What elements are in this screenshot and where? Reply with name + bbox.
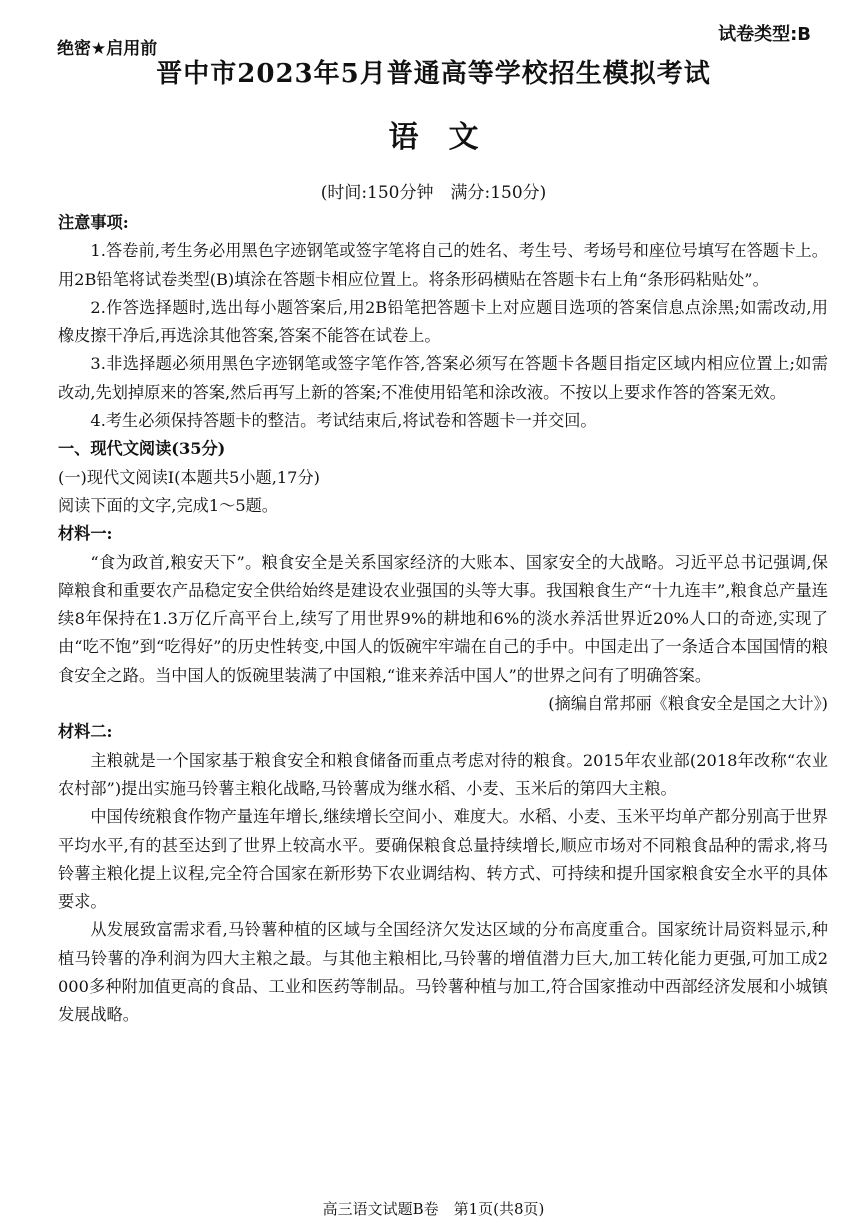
reading-instruction: 阅读下面的文字,完成1～5题。: [58, 495, 278, 515]
notice-item-2: 2.作答选择题时,选出每小题答案后,用2B铅笔把答题卡上对应题目选项的答案信息点涂黑;如需改动,用橡皮擦干净后,再选涂其他答案,答案不能答在试卷上。: [58, 297, 828, 346]
sub-section-heading: (一)现代文阅读Ⅰ(本题共5小题,17分): [58, 467, 320, 487]
notice-item-4: 4.考生必须保持答题卡的整洁。考试结束后,将试卷和答题卡一并交回。: [90, 411, 597, 431]
material-2-label: 材料二:: [58, 722, 113, 742]
material-2-paragraph-3: 从发展致富需求看,马铃薯种植的区域与全国经济欠发达区域的分布高度重合。国家统计局资料显示,种植马铃薯的净利润为四大主粮之最。与其他主粮相比,马铃薯的增值潜力巨大,加工转化能力更强,可加工成2 000多种附加值更高的食品、工业和医药等制品。马铃薯种植与加工,符合国家推动中西部经济发展和小城镇发展战略。: [58, 920, 828, 1025]
exam-body: [58, 209, 828, 1030]
material-2-paragraph-2: 中国传统粮食作物产量连年增长,继续增长空间小、难度大。水稻、小麦、玉米平均单产都分别高于世界平均水平,有的甚至达到了世界上较高水平。要确保粮食总量持续增长,顺应市场对不同粮食品种的需求,将马铃薯主粮化提上议程,完全符合国家在新形势下农业调结构、转方式、可持续和提升国家粮食安全水平的具体要求。: [58, 807, 828, 912]
time-score-info: (时间:150分钟 满分:150分): [320, 183, 547, 203]
notice-heading: 注意事项:: [58, 213, 129, 232]
material-2-paragraph-1: 主粮就是一个国家基于粮食安全和粮食储备而重点考虑对待的粮食。2015年农业部(2018年改称“农业农村部”)提出实施马铃薯主粮化战略,马铃薯成为继水稻、小麦、玉米后的第四大主粮。: [58, 750, 828, 798]
material-1-source: (摘编自常邦丽《粮食安全是国之大计》): [548, 694, 828, 714]
paper-type-label: 试卷类型:B: [718, 24, 811, 45]
secret-mark: 绝密★启用前: [57, 39, 158, 59]
material-1-label: 材料一:: [58, 524, 113, 544]
section-heading: 一、现代文阅读(35分): [58, 439, 226, 459]
exam-title: 晋中市2023年5月普通高等学校招生模拟考试: [156, 59, 711, 89]
subject-title: 语文: [388, 120, 509, 155]
notice-item-1: 1.答卷前,考生务必用黑色字迹钢笔或签字笔将自己的姓名、考生号、考场号和座位号填写在答题卡上。用2B铅笔将试卷类型(B)填涂在答题卡相应位置上。将条形码横贴在答题卡右上角“条形码粘贴处”。: [58, 241, 828, 289]
notice-item-3: 3.非选择题必须用黑色字迹钢笔或签字笔作答,答案必须写在答题卡各题目指定区域内相应位置上;如需改动,先划掉原来的答案,然后再写上新的答案;不准使用铅笔和涂改液。不按以上要求作答的答案无效。: [58, 354, 828, 402]
material-1-paragraph: “食为政首,粮安天下”。粮食安全是关系国家经济的大账本、国家安全的大战略。习近平总书记强调,保障粮食和重要农产品稳定安全供给始终是建设农业强国的头等大事。我国粮食生产“十九连丰”,粮食总产量连续8年保持在1.3万亿斤高平台上,续写了用世界9%的耕地和6%的淡水养活世界近20%人口的奇迹,实现了由“吃不饱”到“吃得好”的历史性转变,中国人的饭碗牢牢端在自己的手中。中国走出了一条适合本国国情的粮食安全之路。当中国人的饭碗里装满了中国粮,“谁来养活中国人”的世界之问有了明确答案。: [58, 552, 828, 685]
page-footer: 高三语文试题B卷 第1页(共8页): [322, 1200, 545, 1218]
